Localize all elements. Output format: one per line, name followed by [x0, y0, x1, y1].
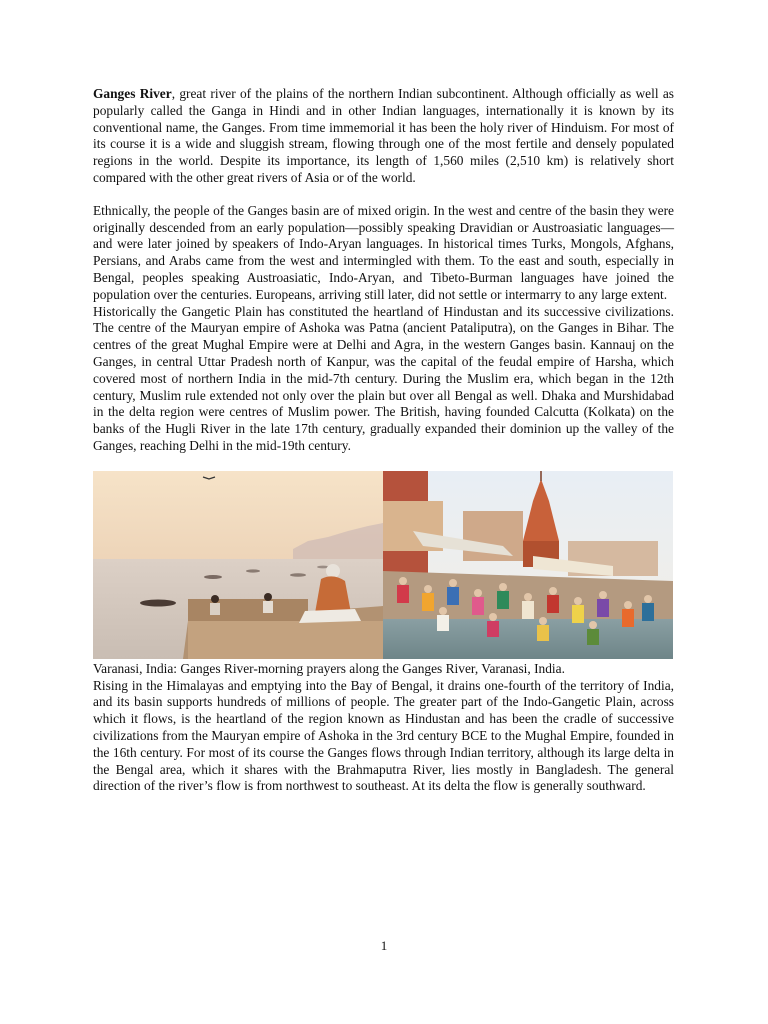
page-number: 1 — [380, 938, 388, 953]
photo-caption: Varanasi, India: Ganges River-morning prayers along the Ganges River, Varanasi, India. — [93, 660, 565, 676]
photo-pair — [93, 471, 673, 659]
history-paragraph: Historically the Gangetic Plain has constituted the heartland of Hindustan and its successive civilizations. The centre of the Mauryan empire of Ashoka was Patna (ancient Pataliputra), on the Ganges in Bihar. The centres of the great Mughal Empire were at Delhi and Agra, in the western Ganges basin. Kannauj on the Ganges, in central Uttar Pradesh north of Kanpur, was the capital of the feudal empire of Harsha, which covered most of northern India in the mid-7th century. During the Muslim era, which began in the 12th century, Muslim rule extended not only over the plain but over all Bengal as well. Dhaka and Murshidabad in the delta region were centres of Muslim power. The British, having founded Calcutta (Kolkata) on the banks of the Hugli River in the late 17th century, gradually expanded their dominion up the valley of the Ganges, reaching Delhi in the mid-19th century. — [93, 303, 674, 453]
course-paragraph: Rising in the Himalayas and emptying into the Bay of Bengal, it drains one-fourth of the territory of India, and its basin supports hundreds of millions of people. The greater part of the Indo-Gangetic Plain, across which it flows, is the heartland of the region known as Hindustan and has been the cradle of successive civilizations from the Mauryan empire of Ashoka in the 3rd century BCE to the Mughal Empire, founded in the 16th century. For most of its course the Ganges flows through Indian territory, although its large delta in the Bengal area, which it shares with the Brahmaputra River, lies mostly in Bangladesh. The general direction of the river’s flow is from northwest to southeast. At its delta the flow is generally southward. — [93, 677, 674, 794]
morning-prayers-photo — [93, 471, 383, 659]
article-title: Ganges River — [93, 86, 172, 101]
ethnic-paragraph: Ethnically, the people of the Ganges basin are of mixed origin. In the west and centre of the basin they were originally descended from an early population—possibly speaking Dravidian or Austroasiatic languages—and were later joined by speakers of Indo-Aryan languages. In historical times Turks, Mongols, Afghans, Persians, and Arabs came from the west and intermingled with them. To the east and south, especially in Bengal, peoples speaking Austroasiatic, Indo-Aryan, and Tibeto-Burman languages have joined the population over the centuries. Europeans, arriving still later, did not settle or intermarry to any large extent. — [93, 202, 674, 302]
ghat-crowd-photo — [383, 471, 673, 659]
intro-text: , great river of the plains of the northern Indian subcontinent. Although officially as well as popularly called the Ganga in Hindi and in other Indian languages, internationally it is known by its conventional name, the Ganges. From time immemorial it has been the holy river of Hinduism. For most of its course it is a wide and sluggish stream, flowing through one of the most fertile and densely populated regions in the world. Despite its importance, its length of 1,560 miles (2,510 km) is relatively short compared with the other great rivers of Asia or of the world. — [93, 86, 674, 185]
paragraph-gap — [93, 187, 674, 203]
intro-paragraph — [93, 86, 674, 187]
document-page — [93, 86, 674, 795]
